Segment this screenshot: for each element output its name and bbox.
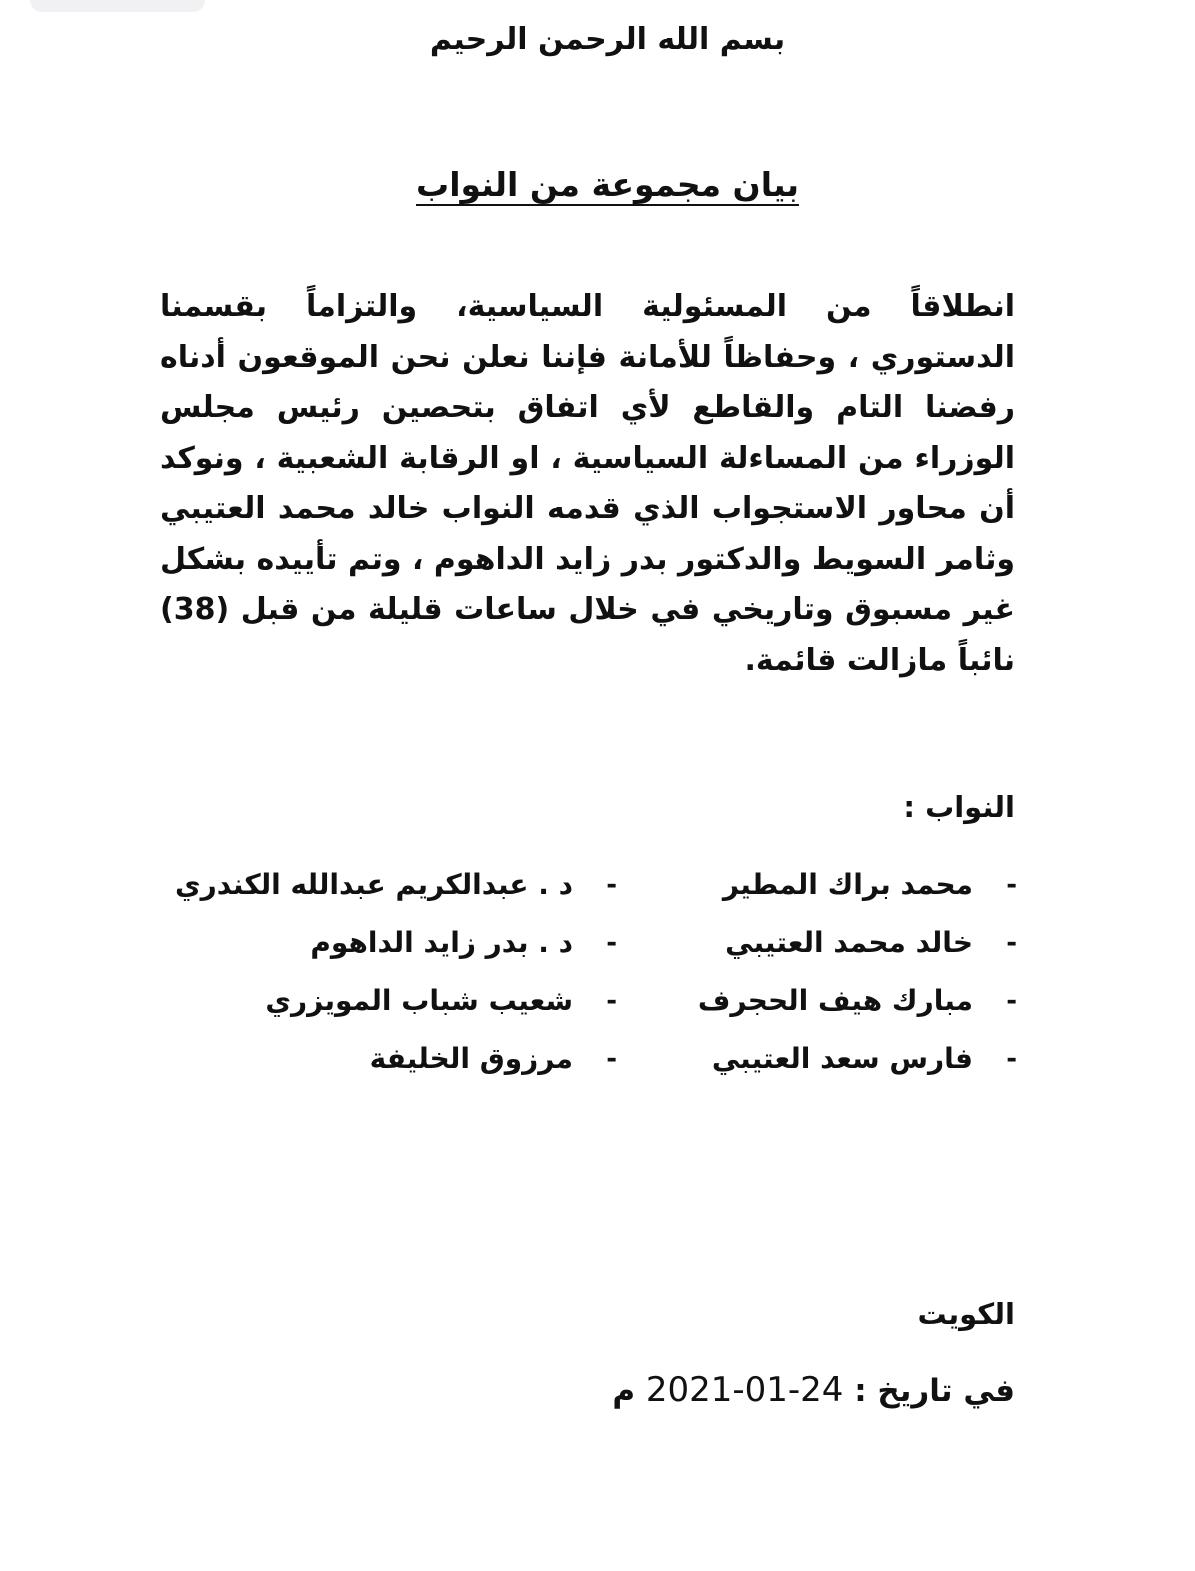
list-dash: - xyxy=(606,870,617,900)
date-prefix: في تاريخ : xyxy=(854,1373,1015,1409)
list-dash: - xyxy=(1006,986,1017,1016)
date-suffix: م xyxy=(612,1373,636,1409)
mp-name: خالد محمد العتيبي xyxy=(725,926,973,959)
list-dash: - xyxy=(606,1044,617,1074)
list-dash: - xyxy=(606,928,617,958)
list-dash: - xyxy=(1006,1044,1017,1074)
mp-name: مبارك هيف الحجرف xyxy=(697,984,973,1017)
mp-name: مرزوق الخليفة xyxy=(369,1042,573,1075)
list-dash: - xyxy=(1006,870,1017,900)
statement-title-text: بيان مجموعة من النواب xyxy=(416,165,799,204)
mps-heading: النواب : xyxy=(903,790,1015,824)
mp-name: د . بدر زايد الداهوم xyxy=(310,926,573,959)
list-dash: - xyxy=(1006,928,1017,958)
mp-name: شعيب شباب المويزري xyxy=(265,984,573,1017)
top-corner-tab xyxy=(30,0,205,12)
mp-name: فارس سعد العتيبي xyxy=(711,1042,973,1075)
basmala-heading: بسم الله الرحمن الرحيم xyxy=(429,22,786,57)
list-dash: - xyxy=(606,986,617,1016)
mp-name: د . عبدالكريم عبدالله الكندري xyxy=(174,868,573,901)
statement-title xyxy=(0,165,1195,204)
statement-paragraph: انطلاقاً من المسئولية السياسية، والتزاماً بقسمنا الدستوري ، وحفاظاً للأمانة فإننا نعلن نحن الموقعون أدناه رفضنا التام والقاطع لأي اتفاق بتحصين رئيس مجلس الوزراء من المساءلة السياسية ، او الرقابة الشعبية ، ونوكد أن محاور الاستجواب الذي قدمه النواب خالد محمد العتيبي وثامر السويط والدكتور بدر زايد الداهوم ، وتم تأييده بشكل غير مسبوق وتاريخي في خلال ساعات قليلة من قبل (38) نائباً مازالت قائمة. xyxy=(160,289,1015,678)
city-name: الكويت xyxy=(917,1297,1015,1331)
mp-name: محمد براك المطير xyxy=(722,868,973,901)
date-value: 2021-01-24 xyxy=(645,1370,844,1410)
date-line xyxy=(612,1370,1015,1410)
